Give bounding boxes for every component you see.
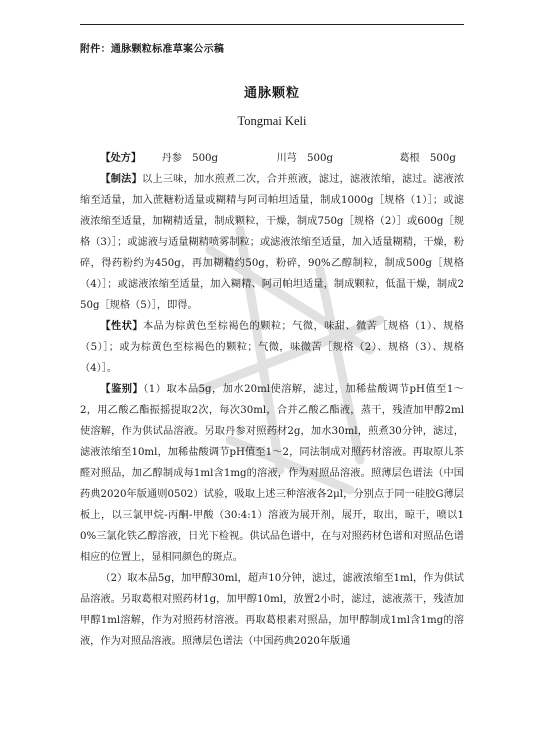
formula-item: 川芎 500g bbox=[276, 153, 333, 164]
section-label: 【鉴别】 bbox=[100, 383, 144, 395]
document-title: 通脉颗粒 bbox=[243, 86, 300, 101]
document-body bbox=[80, 148, 464, 652]
section-text: （2）取本品5g，加甲醇30ml，超声10分钟，滤过，滤液浓缩至1ml，作为供试品溶液。另取葛根对照药材1g，加甲醇10ml，放置2小时，滤过，滤液蒸干，残渣加甲醇1ml溶解，作为对照药材溶液。再取葛根素对照品，加甲醇制成1ml含1mg的溶液，作为对照品溶液。照薄层色谱法（中国药典2020年版通 bbox=[80, 573, 464, 647]
section-text: （1）取本品5g，加水20ml使溶解，滤过，加稀盐酸调节pH值至1～2，用乙酸乙酯振摇提取2次，每次30ml，合并乙酸乙酯液，蒸干，残渣加甲醇2ml使溶解，作为供试品溶液。另取丹参对照药材2g，加水30ml，煎煮30分钟，滤过，滤液浓缩至10ml，加稀盐酸调节pH值至1～2，同法制成对照药材溶液。再取原儿茶醛对照品，加乙醇制成每1ml含1mg的溶液，作为对照品溶液。照薄层色谱法（中国药典2020年版通则0502）试验，吸取上述三种溶液各2μl，分别点于同一硅胶G薄层板上，以三氯甲烷-丙酮-甲酸（30:4:1）溶液为展开剂，展开，取出，晾干，喷以10%三氯化铁乙醇溶液，日光下检视。供试品色谱中，在与对照药材色谱和对照品色谱相应的位置上，显相同颜色的斑点。 bbox=[80, 384, 465, 563]
section-jianbie-2 bbox=[80, 568, 464, 652]
formula-label: 【处方】 bbox=[100, 152, 142, 164]
section-label: 【制法】 bbox=[100, 173, 142, 185]
section-label: 【性状】 bbox=[100, 320, 144, 332]
header-rule bbox=[80, 24, 464, 25]
section-text: 以上三味，加水煎煮二次，合并煎液，滤过，滤液浓缩，滤过。滤液浓缩至适量，加入蔗糖粉适量或糊精与阿司帕坦适量，制成1000g［规格（1）］；或滤液浓缩至适量，加糊精适量，制成颗粒，干燥，制成750g［规格（2）］或600g［规格（3）］；或滤液与适量糊精喷雾制粒；或滤液浓缩至适量，加入适量糊精，干燥，粉碎，得药粉约为450g，再加糊精约50g，粉碎，90%乙醇制粒，制成500g［规格（4）］；或滤液浓缩至适量，加入糊精、阿司帕坦适量，制成颗粒，低温干燥，制成250g［规格（5）］，即得。 bbox=[80, 174, 465, 311]
document-pinyin: Tongmai Keli bbox=[237, 114, 307, 128]
formula-item: 葛根 500g bbox=[399, 153, 456, 164]
section-xingzhuang bbox=[80, 316, 464, 379]
formula-line bbox=[80, 148, 464, 169]
formula-item: 丹参 500g bbox=[161, 153, 219, 164]
section-jianbie bbox=[80, 379, 464, 568]
section-text: 本品为棕黄色至棕褐色的颗粒；气微，味甜、微苦［规格（1）、规格（5）］；或为棕黄色至棕褐色的颗粒；气微，味微苦［规格（2）、规格（3）、规格（4）］。 bbox=[80, 321, 464, 374]
attachment-label: 附件：通脉颗粒标准草案公示稿 bbox=[80, 44, 225, 55]
section-zhifa bbox=[80, 169, 464, 316]
